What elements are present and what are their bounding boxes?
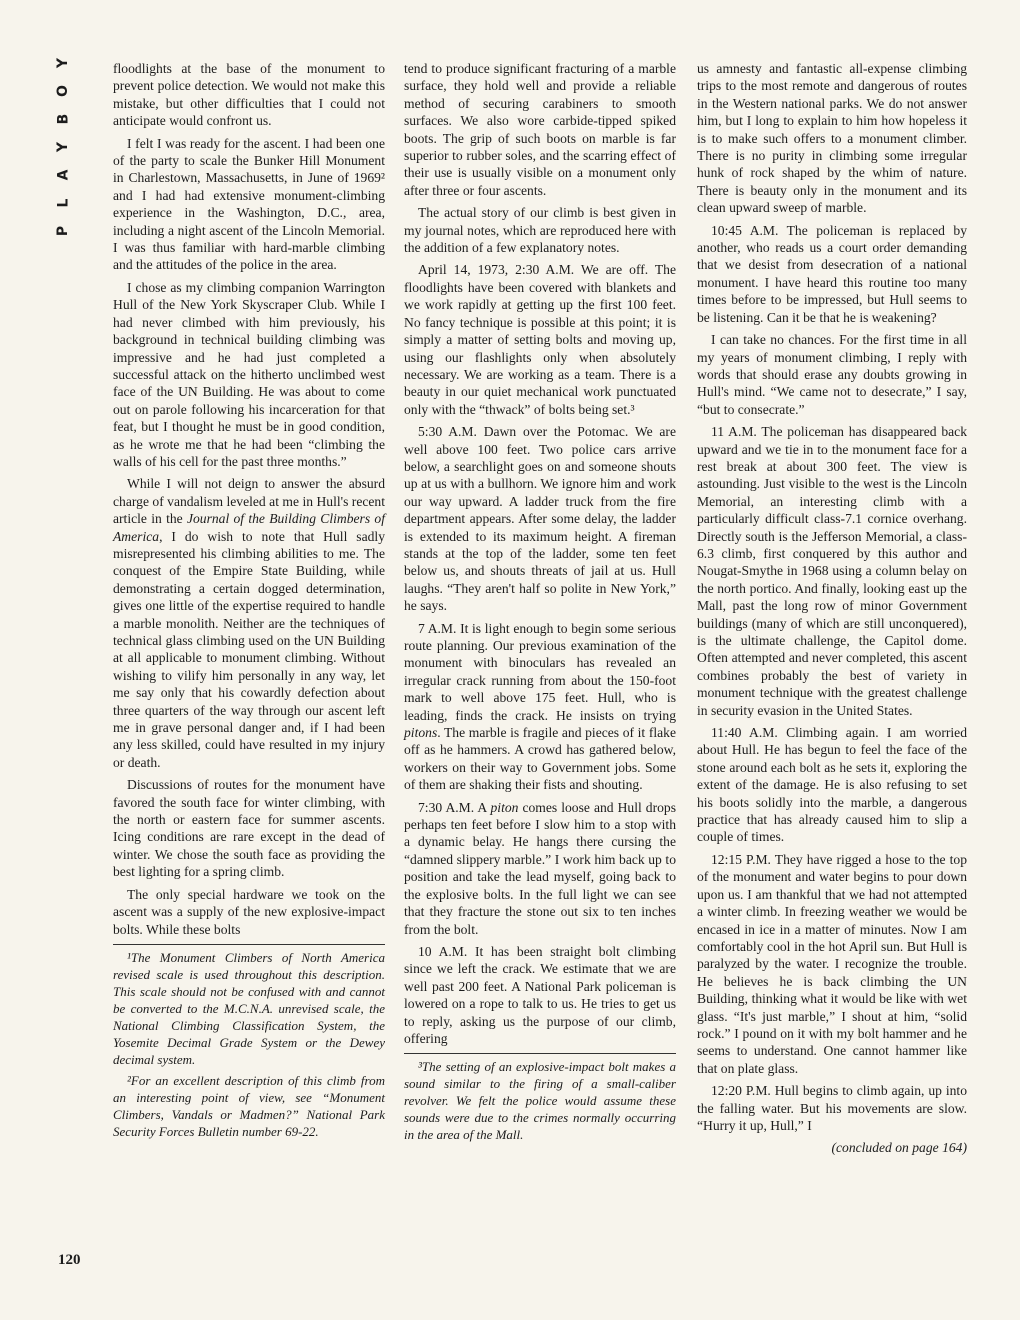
journal-entry: 10:45 A.M. The policeman is replaced by another, who reads us a court order demanding that we desist from desecration of a national monument. I have heard this routine too many times before to be impressed, but Hull seems to be listening. Can it be that he is weakening?: [697, 222, 967, 325]
paragraph: us amnesty and fantastic all-expense climbing trips to the most remote and dangerous of routes in the Western national parks. We do not answer him, but I long to explain to him how hopeless it is to make such offers to a monument climber. There is no purity in climbing some irregular hunk of rock shaped by the whim of nature. There is beauty only in the monument and its clean upward sweep of marble.: [697, 61, 967, 216]
paragraph: tend to produce significant fracturing of a marble surface, they hold well and provide a reliable method of securing carabiners to smooth surfaces. We also wore carbide-tipped spiked boots. The grip of such boots on marble is far superior to rubber soles, and the scarring effect of their use is usually visible on a monument only after three or four ascents.: [404, 61, 676, 198]
article-column-2: [404, 60, 676, 1147]
journal-entry: 11:40 A.M. Climbing again. I am worried about Hull. He has begun to feel the face of the stone around each bolt as he sets it, exploring the extent of the damage. He is also refusing to set his boots solidly into the marble, a dangerous practice that has already caused him to slip a couple of times.: [697, 725, 967, 845]
journal-entry: 12:20 P.M. Hull begins to climb again, up into the falling water. But his movements are slow. “Hurry it up, Hull,” I: [697, 1083, 967, 1133]
spine-letter: O: [55, 85, 71, 97]
spine-letter: Y: [54, 57, 71, 69]
paragraph: I felt I was ready for the ascent. I had been one of the party to scale the Bunker Hill Monument in Charlestown, Massachusetts, in June of 1969² and I had had extensive monument-climbing experience in the Washington, D.C., area, including a night ascent of the Lincoln Memorial. I was thus familiar with hard-marble climbing and the attitudes of the police in the area.: [113, 135, 385, 273]
spine-letter: B: [54, 113, 71, 125]
journal-entry: 11 A.M. The policeman has disappeared back upward and we tie in to the monument face for a rest break at about 300 feet. The view is astounding. Just visible to the west is the Lincoln Memorial, an interesting climb with a particularly difficult class-7.1 cornice overhang. Directly south is the Jefferson Memorial, a class-6.3 climb, first conquered by this author and Nougat-Smythe in 1968 using a column belay on the north portico. And finally, looking east up the Mall, past the long row of minor Government buildings (many of which are still unconquered), is the ultimate challenge, the Capitol dome. Often attempted and never completed, this ascent combines probably the best of variety in monument technique with the greatest challenge in security evasion in the United States.: [697, 424, 967, 718]
article-column-3: [697, 60, 967, 1157]
spine-letter: L: [54, 198, 71, 208]
footnote-2: ²For an excellent description of this climb from an interesting point of view, see “Monument Climbers, Vandals or Madmen?” National Park Security Forces Bulletin number 69-22.: [113, 1072, 385, 1139]
article-column-1: [113, 60, 385, 1144]
footnote-3: ³The setting of an explosive-impact bolt makes a sound similar to the firing of a small-caliber revolver. We felt the police would assume these sounds were due to the crimes normally occurring in the area of the Mall.: [404, 1059, 676, 1143]
journal-entry: 10 A.M. It has been straight bolt climbing since we left the crack. We estimate that we are well past 200 feet. A National Park policeman is lowered on a rope to talk to us. He tries to get us to reply, asking us the purpose of our climb, offering: [404, 943, 676, 1046]
paragraph: The only special hardware we took on the ascent was a supply of the new explosive-impact bolts. While these bolts: [113, 886, 385, 937]
spine-letter: Y: [54, 141, 71, 153]
spine-letter: A: [55, 169, 71, 181]
journal-entry: 7 A.M. It is light enough to begin some serious route planning. Our previous examination of the monument with binoculars has revealed an irregular crack running from about the 150-foot mark to well above 175 feet. Hull, who is leading, finds the crack. He insists on trying pitons. The marble is fragile and pieces of it flake off as he hammers. A crowd has gathered below, workers on their way to Government jobs. Some of them are shaking their fists and shouting.: [404, 620, 676, 793]
paragraph: While I will not deign to answer the absurd charge of vandalism leveled at me in Hull's recent article in the Journal of the Building Climbers of America, I do wish to note that Hull sadly misrepresented his climbing abilities to me. The conquest of the Empire State Building, while demonstrating a certain dogged determination, gives one little of the expertise required to handle a marble monolith. Neither are the techniques of technical glass climbing used on the UN Building at all applicable to monument climbing. Without wishing to vilify him personally in any way, let me say only that his cowardly defection about three quarters of the way through our ascent left me in grave personal danger and, if I had been any less skilled, could have resulted in my injury or death.: [113, 476, 385, 770]
footnotes: [404, 1053, 676, 1143]
paragraph: floodlights at the base of the monument to prevent police detection. We would not make this mistake, but other difficulties that I could not anticipate would confront us.: [113, 61, 385, 129]
journal-entry: 5:30 A.M. Dawn over the Potomac. We are well above 100 feet. Two police cars arrive below, a searchlight goes on and someone shouts up at us with a bullhorn. We ignore him and work our way upward. A ladder truck from the fire department appears. After some delay, the ladder is extended to its maximum height. A fireman stands at the top of the ladder, some ten feet below us, and shouts threats of jail at us. Hull laughs. “They aren't half so polite in New York,” he says.: [404, 424, 676, 614]
journal-entry: 7:30 A.M. A piton comes loose and Hull drops perhaps ten feet before I slow him to a stop with a dynamic belay. He hangs there cursing the “damned slippery marble.” I work him back up to position and take the lead myself, going back to the explosive bolts. In the full light we can see that they fracture the stone out six to ten inches from the bolt.: [404, 799, 676, 937]
magazine-spine-label: [52, 56, 74, 238]
page-number: 120: [58, 1252, 81, 1268]
footnote-1: ¹The Monument Climbers of North America revised scale is used throughout this description. This scale should not be confused with and cannot be converted to the M.C.N.A. unrevised scale, the National Climbing Classification System, the Yosemite Decimal Grade System or the Dewey decimal system.: [113, 949, 385, 1067]
journal-entry: April 14, 1973, 2:30 A.M. We are off. The floodlights have been covered with blankets and we work rapidly at getting up the first 100 feet. No fancy technique is possible at this point; it is simply a matter of setting bolts and moving up, using our flashlights only when absolutely necessary. We are working as a team. There is a beauty in our quiet mechanical work punctuated only with the “thwack” of bolts being set.³: [404, 262, 676, 417]
paragraph: I can take no chances. For the first time in all my years of monument climbing, I reply with words that should erase any doubts growing in Hull's mind. “We came not to desecrate,” I say, “but to consecrate.”: [697, 332, 967, 417]
paragraph: I chose as my climbing companion Warrington Hull of the New York Skyscraper Club. While I had never climbed with him previously, his background in technical building climbing was impressive and he had just completed a successful attack on the hitherto unclimbed west face of the UN Building. He was about to come out on parole following his incarceration for that feat, but I thought he must be in good condition, as he wrote me that he had been “climbing the walls of his cell for the past three months.”: [113, 279, 385, 469]
spine-letter: P: [54, 225, 71, 237]
footnotes: [113, 944, 385, 1140]
continuation-note: (concluded on page 164): [831, 1140, 967, 1156]
paragraph: The actual story of our climb is best given in my journal notes, which are reproduced here with the addition of a few explanatory notes.: [404, 205, 676, 256]
paragraph: Discussions of routes for the monument have favored the south face for winter climbing, with the north or eastern face for summer ascents. Icing conditions are rare except in the dead of winter. We chose the south face as providing the best lighting for a spring climb.: [113, 777, 385, 880]
journal-entry: 12:15 P.M. They have rigged a hose to the top of the monument and water begins to pour down upon us. I am thankful that we had not attempted a winter climb. In freezing weather we would be encased in ice in a matter of minutes. Now I am comfortably cool in the hot April sun. But Hull is paralyzed by the water. I recognize the trouble. He believes he is back climbing the UN Building, thinking what it would be like with wet glass. “It's just marble,” I shout at him, “solid rock.” I pound on it with my bolt hammer and he seems to understand. One cannot hammer like that on plate glass.: [697, 851, 967, 1076]
